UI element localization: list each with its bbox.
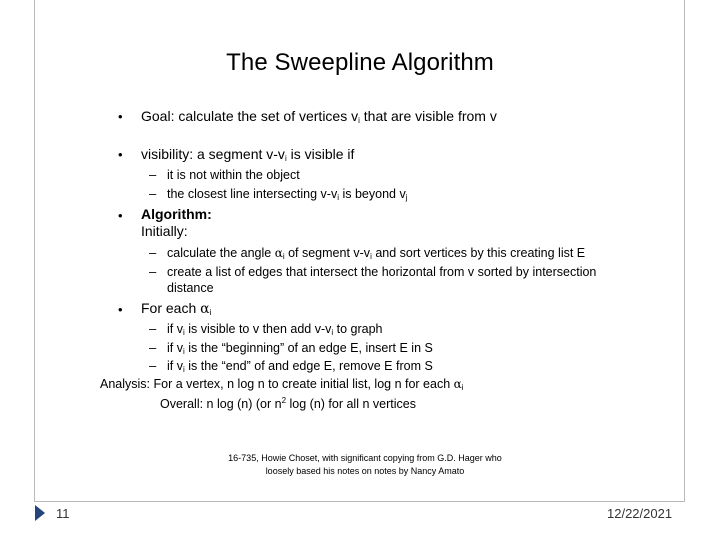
- initially-label: Initially:: [141, 223, 188, 239]
- slide-number: 11: [56, 506, 70, 521]
- bullet-icon: •: [118, 302, 123, 317]
- bullet-icon: •: [118, 208, 123, 223]
- loop-step-1: if $v_i$ is visible to v then add $v-v_i$ to graph: [167, 322, 383, 337]
- init-step-2-line2: distance: [167, 281, 214, 295]
- slide-date: 12/22/2021: [607, 506, 673, 521]
- init-step-1: calculate the angle $\alpha_i$ of segment $v-v_i$ and sort vertices by this creating list E: [167, 246, 586, 261]
- visibility-line: visibility: a segment $v-v_i$ is visible if: [141, 146, 355, 163]
- bullet-icon: •: [118, 109, 123, 124]
- analysis-line: Analysis: For a vertex, n log n to create initial list, log n for each $\alpha_i$: [100, 377, 464, 392]
- visibility-condition-1: it is not within the object: [167, 168, 300, 182]
- dash-icon: –: [149, 321, 157, 336]
- init-step-2-line1: create a list of edges that intersect the horizontal from v sorted by intersection: [167, 265, 597, 279]
- credit-note: [170, 452, 560, 478]
- dash-icon: –: [149, 245, 157, 260]
- algorithm-label: Algorithm:: [141, 206, 212, 222]
- loop-step-2: if $v_i$ is the “beginning” of an edge E, insert E in S: [167, 341, 433, 356]
- dash-icon: –: [149, 167, 157, 182]
- slide-marker-icon: [35, 505, 45, 521]
- for-each-line: For each $\alpha_i$: [141, 300, 212, 317]
- dash-icon: –: [149, 340, 157, 355]
- dash-icon: –: [149, 264, 157, 279]
- visibility-condition-2: the closest line intersecting $v-v_i$ is beyond $v_j$: [167, 187, 408, 202]
- goal-line: Goal: calculate the set of vertices $v_i$ that are visible from v: [141, 108, 497, 125]
- bullet-icon: •: [118, 147, 123, 162]
- credit-line-1: 16-735, Howie Choset, with significant copying from G.D. Hager who: [228, 453, 502, 463]
- dash-icon: –: [149, 358, 157, 373]
- overall-line: Overall: n log (n) (or $n^2$ log (n) for all n vertices: [160, 396, 416, 411]
- credit-line-2: loosely based his notes on notes by Nancy Amato: [265, 466, 465, 476]
- slide-title: The Sweepline Algorithm: [226, 49, 494, 76]
- dash-icon: –: [149, 186, 157, 201]
- loop-step-3: if $v_i$ is the “end” of and edge E, remove E from S: [167, 359, 433, 374]
